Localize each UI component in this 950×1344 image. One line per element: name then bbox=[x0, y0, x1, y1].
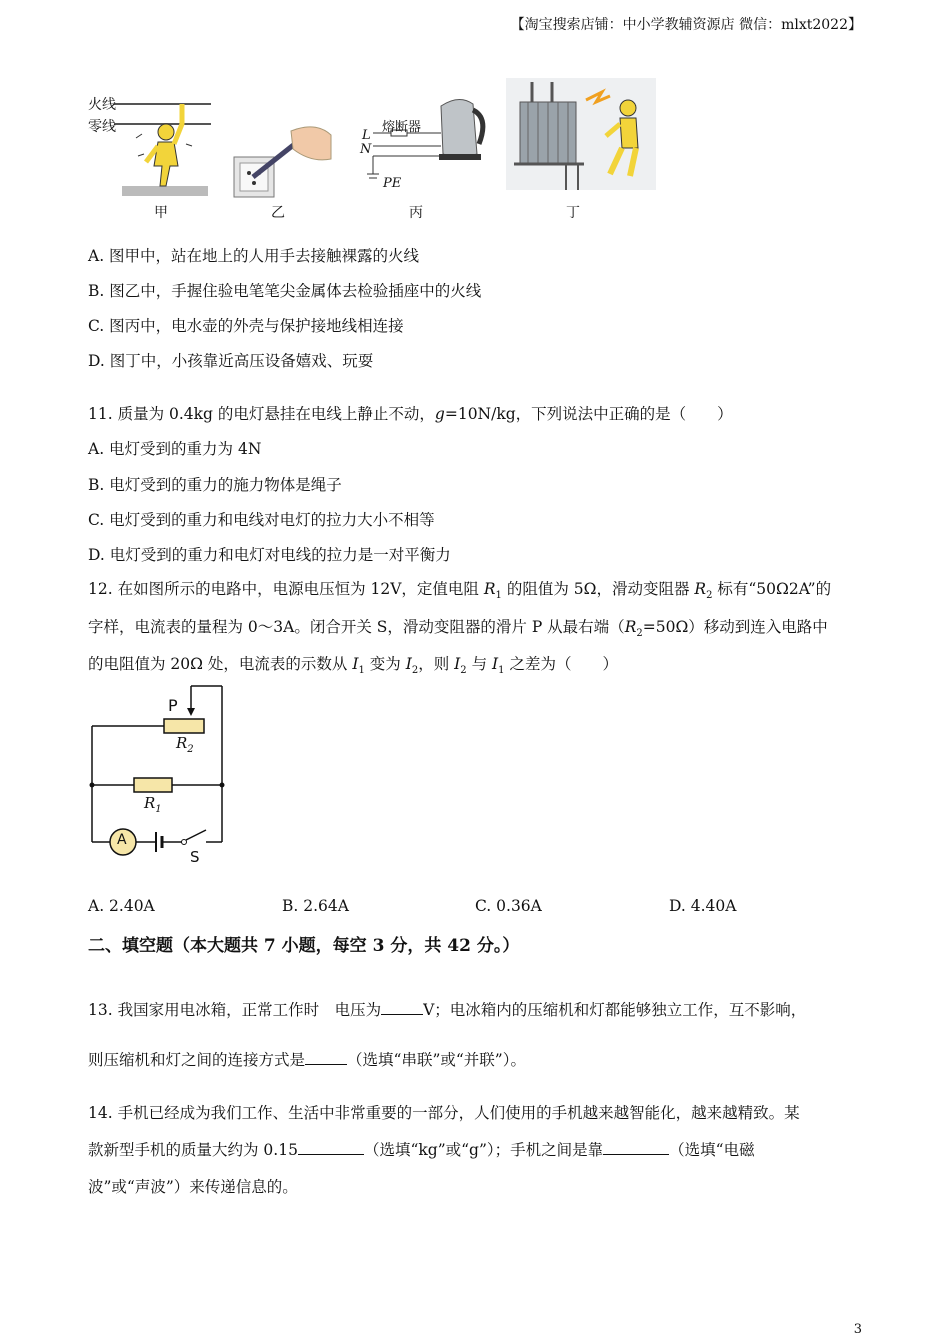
answer-blank[interactable] bbox=[298, 1140, 364, 1155]
neutral-terminal-label: N bbox=[360, 142, 372, 157]
figure-ding-high-voltage bbox=[506, 78, 656, 190]
q14-line-1: 14. 手机已经成为我们工作、生活中非常重要的一部分，人们使用的手机越来越智能化，越来越精致。某 bbox=[88, 1104, 800, 1122]
q12-option-d: D. 4.40A bbox=[669, 897, 737, 915]
q11-option-a: A. 电灯受到的重力为 4N bbox=[88, 440, 262, 458]
neutral-wire-label: 零线 bbox=[88, 119, 116, 135]
q11-stem: 11. 质量为 0.4kg 的电灯悬挂在电线上静止不动，g=10N/kg，下列说法中正确的是（ ） bbox=[88, 405, 733, 423]
page-number: 3 bbox=[853, 1322, 862, 1337]
resistor-r2-label: $R_2$ bbox=[176, 734, 194, 755]
q11-option-c: C. 电灯受到的重力和电线对电灯的拉力大小不相等 bbox=[88, 511, 435, 529]
answer-blank[interactable] bbox=[603, 1140, 669, 1155]
q11-option-b: B. 电灯受到的重力的施力物体是绳子 bbox=[88, 476, 342, 494]
q12-stem-line-1: 12. 在如图所示的电路中，电源电压恒为 12V，定值电阻 $R_1$ 的阻值为 5Ω，滑动变阻器 $R_2$ 标有“50Ω2A”的 bbox=[88, 580, 832, 602]
live-wire-label: 火线 bbox=[88, 97, 116, 113]
caption-yi: 乙 bbox=[271, 205, 285, 221]
ammeter-label: A bbox=[117, 832, 127, 848]
caption-ding: 丁 bbox=[566, 205, 580, 221]
q10-option-b: B. 图乙中，手握住验电笔笔尖金属体去检验插座中的火线 bbox=[88, 282, 482, 300]
switch-label-s: S bbox=[190, 848, 200, 866]
q10-option-c: C. 图丙中，电水壶的外壳与保护接地线相连接 bbox=[88, 317, 404, 335]
q14-line-3: 波”或“声波”）来传递信息的。 bbox=[88, 1178, 298, 1196]
q12-option-b: B. 2.64A bbox=[282, 897, 349, 915]
q14-line-2: 款新型手机的质量大约为 0.15 （选填“kg”或“g”）；手机之间是靠 （选填“电磁 bbox=[88, 1141, 755, 1159]
q12-stem-line-3: 的电阻值为 20Ω 处，电流表的示数从 $I_1$ 变为 $I_2$，则 $I_2$ 与 $I_1$ 之差为（ ） bbox=[88, 655, 618, 677]
q10-option-d: D. 图丁中，小孩靠近高压设备嬉戏、玩耍 bbox=[88, 352, 374, 370]
q11-option-d: D. 电灯受到的重力和电灯对电线的拉力是一对平衡力 bbox=[88, 546, 451, 564]
q12-stem-line-2: 字样，电流表的量程为 0～3A。闭合开关 S，滑动变阻器的滑片 P 从最右端$(R_2=50\Omega)$移动到连入电路中 bbox=[88, 618, 828, 640]
circuit-diagram bbox=[86, 682, 236, 872]
fuse-label: 熔断器 bbox=[382, 120, 422, 135]
figure-bing-kettle bbox=[361, 94, 496, 194]
slider-label-p: P bbox=[168, 696, 178, 715]
live-terminal-label: L bbox=[362, 128, 371, 143]
resistor-r1-label: $R_1$ bbox=[144, 794, 162, 815]
q13-line-1: 13. 我国家用电冰箱，正常工作时 电压为 V；电冰箱内的压缩机和灯都能够独立工作，互不影响， bbox=[88, 1001, 807, 1019]
answer-blank[interactable] bbox=[381, 1000, 423, 1015]
q13-line-2: 则压缩机和灯之间的连接方式是 （选填“串联”或“并联”）。 bbox=[88, 1051, 526, 1069]
q12-option-c: C. 0.36A bbox=[475, 897, 542, 915]
figure-10 bbox=[86, 74, 666, 224]
answer-blank[interactable] bbox=[305, 1050, 347, 1065]
section-2-heading: 二、填空题（本大题共 7 小题，每空 3 分，共 42 分。） bbox=[88, 936, 520, 956]
q10-option-a: A. 图甲中，站在地上的人用手去接触裸露的火线 bbox=[88, 247, 420, 265]
caption-bing: 丙 bbox=[409, 205, 423, 221]
earth-terminal-label: PE bbox=[383, 176, 402, 191]
figure-jia-electric-shock bbox=[86, 74, 216, 199]
page-header: 【淘宝搜索店铺：中小学教辅资源店 微信：mlxt2022】 bbox=[510, 17, 862, 33]
caption-jia: 甲 bbox=[154, 205, 168, 221]
figure-yi-test-pen bbox=[231, 119, 336, 199]
q12-option-a: A. 2.40A bbox=[88, 897, 155, 915]
